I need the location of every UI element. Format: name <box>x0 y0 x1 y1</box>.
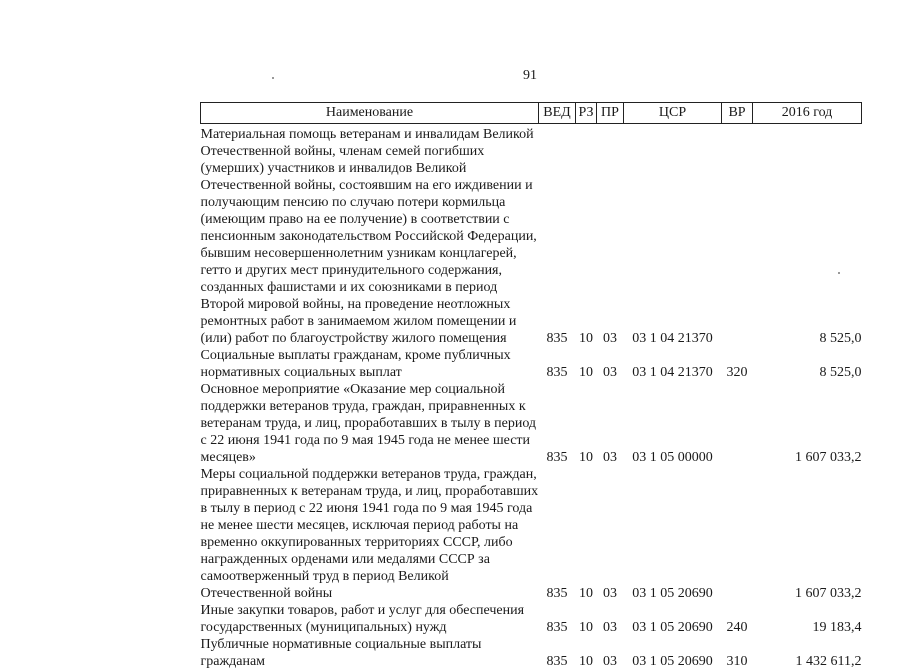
scan-speck <box>272 77 274 79</box>
row-csr: 03 1 05 20690 <box>632 586 713 601</box>
row-rz: 10 <box>579 586 593 601</box>
header-ved: ВЕД <box>539 103 576 124</box>
header-year: 2016 год <box>753 103 862 124</box>
row-amount: 8 525,0 <box>819 365 862 380</box>
row-ved: 835 <box>546 365 568 380</box>
row-vr <box>722 124 753 348</box>
row-rz: 10 <box>579 450 593 465</box>
table-row <box>201 347 862 381</box>
row-pr: 03 <box>603 331 617 346</box>
header-csr: ЦСР <box>624 103 722 124</box>
row-name: Публичные нормативные социальные выплаты гражданам <box>200 637 482 669</box>
row-ved: 835 <box>546 654 568 669</box>
row-amount: 1 607 033,2 <box>795 586 862 601</box>
row-ved: 835 <box>546 450 568 465</box>
table-header-row <box>201 103 862 124</box>
row-amount: 8 525,0 <box>819 331 862 346</box>
table-row <box>201 381 862 466</box>
row-amount: 1 432 611,2 <box>795 654 862 669</box>
row-ved: 835 <box>546 620 568 635</box>
header-pr: ПР <box>597 103 624 124</box>
row-vr <box>722 381 753 466</box>
row-csr: 03 1 04 21370 <box>632 365 713 380</box>
row-ved: 835 <box>546 331 568 346</box>
table-row <box>201 636 862 670</box>
row-name: Иные закупки товаров, работ и услуг для обеспечения государственных (муниципальных) нужд <box>200 603 525 635</box>
budget-table <box>200 102 862 670</box>
table-row <box>201 466 862 602</box>
row-pr: 03 <box>603 365 617 380</box>
row-csr: 03 1 05 00000 <box>632 450 713 465</box>
row-amount: 19 183,4 <box>812 620 862 635</box>
row-name: Меры социальной поддержки ветеранов труда, граждан, приравненных к ветеранам труда, и лиц, проработавших в тылу в период с 22 июня 1941 года по 9 мая 1945 года не менее шести месяцев, исключая период работы на временно оккупированных территориях СССР, либо награжденных орденами или медалями СССР за самоотверженный труд в период Великой Отечественной войны <box>200 467 539 601</box>
row-rz: 10 <box>579 620 593 635</box>
header-rz: РЗ <box>576 103 597 124</box>
row-csr: 03 1 04 21370 <box>632 331 713 346</box>
row-pr: 03 <box>603 620 617 635</box>
row-name: Основное мероприятие «Оказание мер социальной поддержки ветеранов труда, граждан, приравненных к ветеранам труда, и лиц, проработавших в тылу в период с 22 июня 1941 года по 9 мая 1945 года не менее шести месяцев» <box>200 382 537 465</box>
row-csr: 03 1 05 20690 <box>632 654 713 669</box>
row-vr: 240 <box>726 620 748 635</box>
row-rz: 10 <box>579 654 593 669</box>
row-rz: 10 <box>579 331 593 346</box>
row-rz: 10 <box>579 365 593 380</box>
row-pr: 03 <box>603 450 617 465</box>
header-vr: ВР <box>722 103 753 124</box>
row-pr: 03 <box>603 654 617 669</box>
row-vr: 310 <box>726 654 748 669</box>
row-csr: 03 1 05 20690 <box>632 620 713 635</box>
row-name: Материальная помощь ветеранам и инвалидам Великой Отечественной войны, членам семей погибших (умерших) участников и инвалидов Великой Отечественной войны, состоявшим на его иждивении и получающим пенсию по случаю потери кормильца (имеющим право на ее получение) в соответствии с пенсионным законодательством Российской Федерации, бывшим несовершеннолетним узникам концлагерей, гетто и других мест принудительного содержания, созданных фашистами и их союзниками в период Второй мировой войны, на проведение неотложных ремонтных работ в занимаемом жилом помещении и (или) работ по благоустройству жилого помещения <box>200 127 537 346</box>
row-pr: 03 <box>603 586 617 601</box>
table-row <box>201 602 862 636</box>
table-row <box>201 124 862 348</box>
page-number: 91 <box>523 68 537 83</box>
row-vr: 320 <box>726 365 748 380</box>
header-name: Наименование <box>201 103 539 124</box>
row-amount: 1 607 033,2 <box>795 450 862 465</box>
row-name: Социальные выплаты гражданам, кроме публичных нормативных социальных выплат <box>200 348 511 380</box>
row-vr <box>722 466 753 602</box>
row-ved: 835 <box>546 586 568 601</box>
